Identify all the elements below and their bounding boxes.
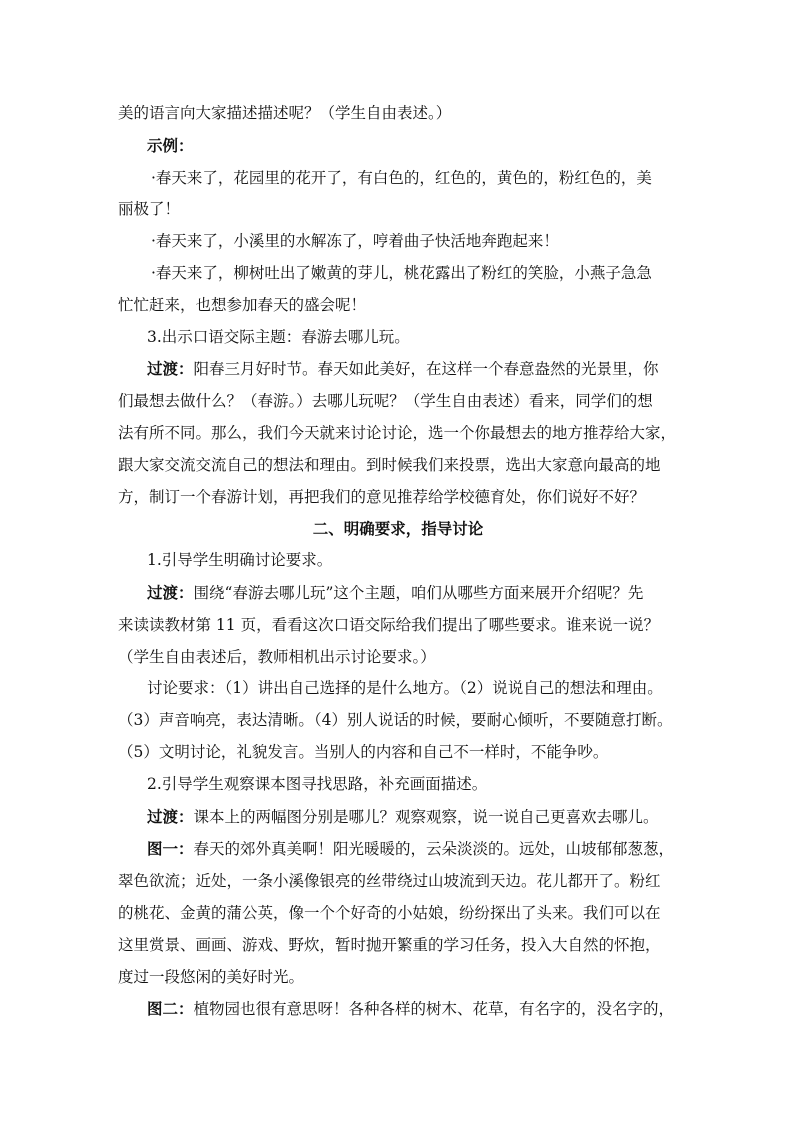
text-run: （3）声音响亮，表达清晰。（4）别人说话的时候，要耐心倾听，不要随意打断。 xyxy=(118,711,673,730)
paragraph-line xyxy=(118,898,678,930)
paragraph-line xyxy=(118,705,678,737)
text-run: （5）文明讨论，礼貌发言。当别人的内容和自己不一样时，不能争吵。 xyxy=(118,742,609,761)
text-run: （学生自由表述后，教师相机出示讨论要求。） xyxy=(118,647,436,666)
bold-label: 过渡： xyxy=(147,359,194,379)
text-run: 阳春三月好时节。春天如此美好，在这样一个春意盎然的光景里，你 xyxy=(193,360,659,379)
paragraph-line xyxy=(118,226,678,258)
paragraph-line xyxy=(118,98,678,130)
paragraph-line xyxy=(118,386,678,418)
paragraph-line xyxy=(118,962,678,994)
paragraph-line xyxy=(118,801,678,834)
paragraph-line xyxy=(118,833,678,866)
text-run: 的桃花、金黄的蒲公英，像一个个好奇的小姑娘，纷纷探出了头来。我们可以在 xyxy=(118,903,661,922)
text-run: 度过一段悠闲的美好时光。 xyxy=(118,967,305,986)
paragraph-line xyxy=(118,930,678,962)
paragraph-line xyxy=(118,610,678,642)
text-run: ·春天来了，花园里的花开了，有白色的，红色的，黄色的，粉红色的，美 xyxy=(151,168,652,187)
text-run: 讨论要求：（1）讲出自己选择的是什么地方。（2）说说自己的想法和理由。 xyxy=(147,679,663,698)
paragraph-line xyxy=(118,163,678,195)
paragraph-line xyxy=(118,673,678,705)
text-run: 春天的郊外真美啊！阳光暖暖的，云朵淡淡的。远处，山坡郁郁葱葱， xyxy=(193,840,675,859)
text-run: 美的语言向大家描述描述呢？（学生自由表述。） xyxy=(118,104,452,122)
text-run: 们最想去做什么？（春游。）去哪儿玩呢？（学生自由表述）看来，同学们的想 xyxy=(118,392,653,411)
paragraph-line xyxy=(118,194,678,226)
document-body xyxy=(118,98,678,1026)
text-run: ·春天来了，柳树吐出了嫩黄的芽儿，桃花露出了粉红的笑脸，小燕子急急 xyxy=(151,263,652,282)
paragraph-line xyxy=(118,290,678,322)
paragraph-line xyxy=(118,545,678,577)
section-heading xyxy=(118,513,678,545)
bold-label: 过渡： xyxy=(147,582,194,602)
text-run: 来读读教材第 11 页，看看这次口语交际给我们提出了哪些要求。谁来说一说？ xyxy=(118,615,660,634)
paragraph-line xyxy=(118,642,678,674)
text-run: ·春天来了，小溪里的水解冻了，哼着曲子快活地奔跑起来！ xyxy=(151,232,559,251)
paragraph-line xyxy=(118,482,678,514)
text-run: 1.引导学生明确讨论要求。 xyxy=(147,551,333,570)
paragraph-line xyxy=(118,993,678,1026)
text-run: 丽极了！ xyxy=(118,200,181,219)
bold-label: 过渡： xyxy=(147,806,194,826)
text-run: 二、明确要求，指导讨论 xyxy=(312,519,484,539)
paragraph-line xyxy=(118,258,678,290)
text-run: 植物园也很有意思呀！各种各样的树木、花草，有名字的，没名字的， xyxy=(193,1000,675,1019)
bold-label: 图二： xyxy=(147,999,194,1019)
bold-label: 图一： xyxy=(147,839,194,859)
paragraph-line xyxy=(118,450,678,482)
text-run: 3.出示口语交际主题：春游去哪儿玩。 xyxy=(147,327,410,346)
text-run: 法有所不同。那么，我们今天就来讨论讨论，选一个你最想去的地方推荐给大家， xyxy=(118,423,677,442)
paragraph-line xyxy=(118,353,678,386)
text-run: 2.引导学生观察课本图寻找思路，补充画面描述。 xyxy=(147,774,488,793)
text-run: 翠色欲流；近处，一条小溪像银亮的丝带绕过山坡流到天边。花儿都开了。粉红 xyxy=(118,872,661,891)
text-run: 围绕“春游去哪儿玩”这个主题，咱们从哪些方面来展开介绍呢？先 xyxy=(193,583,644,602)
text-run: 跟大家交流交流自己的想法和理由。到时候我们来投票，选出大家意向最高的地 xyxy=(118,455,661,474)
paragraph-line xyxy=(118,769,678,801)
text-run: 忙忙赶来，也想参加春天的盛会呢！ xyxy=(118,295,367,314)
text-run: 方，制订一个春游计划，再把我们的意见推荐给学校德育处，你们说好不好？ xyxy=(118,487,646,506)
paragraph-line xyxy=(118,866,678,898)
paragraph-line xyxy=(118,418,678,450)
paragraph-line xyxy=(118,577,678,610)
paragraph-line xyxy=(118,322,678,354)
text-run: 这里赏景、画画、游戏、野炊，暂时抛开繁重的学习任务，投入大自然的怀抱， xyxy=(118,935,661,954)
paragraph-line xyxy=(118,130,678,163)
bold-label: 示例： xyxy=(147,135,194,155)
text-run: 课本上的两幅图分别是哪儿？观察观察，说一说自己更喜欢去哪儿。 xyxy=(193,807,659,826)
paragraph-line xyxy=(118,737,678,769)
